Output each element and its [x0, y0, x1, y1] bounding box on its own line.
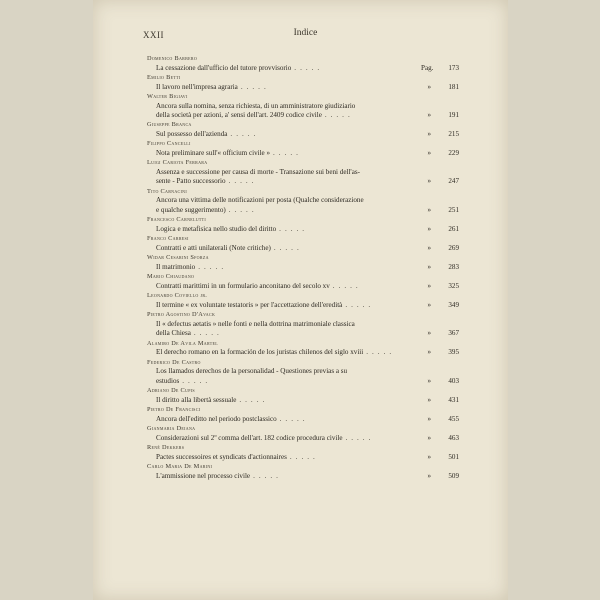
page-prefix: » [427, 224, 431, 233]
toc-page-ref [421, 111, 459, 120]
toc-page-ref [421, 206, 459, 215]
toc-entry [147, 405, 459, 424]
page-number: XXII [143, 30, 164, 40]
page-prefix: » [427, 149, 431, 157]
toc-title-text: sente - Patto successorio [156, 177, 226, 186]
toc-title-text: Il diritto alla libertà sessuale [156, 395, 237, 404]
toc-title-text: El derecho romano en la formación de los juristas chilenos del siglo xviii [156, 348, 364, 357]
toc-entry [147, 386, 459, 405]
toc-title-text: Ancora sulla nomina, senza richiesta, di un amministratore giudiziario [156, 101, 356, 110]
page-prefix: » [427, 414, 431, 423]
toc-title-line [147, 348, 459, 357]
toc-title-text: L'ammissione nel processo civile [156, 471, 251, 480]
toc-entry [147, 291, 459, 310]
toc-page-ref [421, 130, 459, 139]
toc-title-line [147, 244, 459, 253]
leader-dots: ..... [228, 177, 258, 186]
leader-dots: ..... [294, 63, 324, 72]
page-prefix: » [427, 130, 431, 138]
toc-title-line [147, 225, 459, 234]
toc-title-line [147, 64, 459, 73]
page-prefix: » [427, 395, 431, 404]
toc-entry [147, 310, 459, 338]
toc-page-ref [421, 453, 459, 462]
toc-entry [147, 358, 459, 386]
toc-entry [147, 272, 459, 291]
page-header [143, 30, 468, 44]
toc-title-text: Ancora dell'editto nel periodo postclassico [156, 414, 277, 423]
page-prefix: Pag. [421, 63, 434, 72]
toc-title-text: Nota preliminare sull'« officium civile » [156, 149, 271, 157]
toc-entry [147, 424, 459, 443]
toc-page-number: 403 [448, 376, 459, 385]
leader-dots: ..... [228, 205, 258, 214]
toc-page-ref [421, 472, 459, 481]
toc-entry [147, 92, 459, 120]
toc-author: Pietro De Francisci [147, 406, 201, 414]
toc-title-line [147, 453, 459, 462]
toc-title-text: Il matrimonio [156, 262, 196, 271]
toc-title-text: Sul possesso dell'azienda [156, 130, 228, 138]
leader-dots: ..... [182, 376, 212, 385]
leader-dots: ..... [345, 433, 375, 442]
toc-title-line [147, 320, 459, 329]
toc-page-number: 191 [448, 111, 459, 119]
toc-entry [147, 187, 459, 215]
toc-author: Federico De Castro [147, 358, 201, 366]
toc-title-text: Assenza e successione per causa di morte - Transazione sui beni dell'as- [156, 168, 360, 176]
page-prefix: » [427, 471, 431, 480]
page-prefix: » [427, 452, 431, 461]
toc-title-text: e qualche suggerimento) [156, 205, 226, 214]
toc-page-number: 261 [448, 224, 459, 233]
toc-author: Francesco Carnelutti [147, 216, 207, 224]
toc-page-number: 215 [448, 130, 459, 138]
page-prefix: » [427, 281, 431, 290]
leader-dots: ..... [193, 329, 223, 338]
toc-author: Widar Cesarini Sforza [147, 254, 209, 262]
toc-author: Emilio Betti [147, 74, 181, 81]
toc-title-line [147, 415, 459, 424]
toc-title-line [147, 83, 459, 92]
toc-page-number: 367 [448, 329, 459, 338]
toc-page-ref [421, 348, 459, 357]
toc-title-text: La cessazione dall'ufficio del tutore provvisorio [156, 63, 292, 72]
leader-dots: ..... [279, 224, 309, 233]
toc-entry [147, 253, 459, 272]
toc-page-number: 431 [448, 395, 459, 404]
toc-page-number: 173 [448, 63, 459, 72]
toc-page-ref [421, 225, 459, 234]
toc-page-number: 283 [448, 262, 459, 271]
toc-author: Domenico Barbero [147, 55, 198, 62]
leader-dots: ..... [279, 414, 309, 423]
leader-dots: ..... [324, 111, 354, 119]
toc-author: Adriano De Cupis [147, 387, 195, 395]
page-prefix: » [427, 262, 431, 271]
toc-author: Luigi Cariota Ferrara [147, 159, 208, 167]
toc-page-number: 455 [448, 414, 459, 423]
toc-title-text: della società per azioni, a' sensi dell'art. 2409 codice civile [156, 111, 322, 119]
toc-page-ref [421, 177, 459, 186]
toc-page-ref [421, 377, 459, 386]
toc-page-ref [421, 64, 459, 73]
page-prefix: » [427, 433, 431, 442]
book-page [93, 0, 508, 600]
leader-dots: ..... [332, 281, 362, 290]
toc-entry [147, 120, 459, 139]
toc-title-line [147, 206, 459, 215]
toc-author: Pietro Agostino D'Avack [147, 311, 216, 319]
toc-author: Filippo Cancelli [147, 140, 191, 148]
toc-author: Leonardo Coviello jr. [147, 292, 208, 300]
toc-entry [147, 54, 459, 73]
toc-page-ref [421, 149, 459, 158]
toc-page-ref [421, 415, 459, 424]
page-prefix: » [427, 329, 431, 338]
toc-page-number: 509 [448, 471, 459, 480]
toc-entries [147, 54, 459, 481]
toc-title-text: Los llamados derechos de la personalidad - Questiones previas a su [156, 367, 348, 376]
toc-page-number: 251 [448, 205, 459, 214]
toc-entry [147, 234, 459, 253]
toc-title-line [147, 130, 459, 139]
toc-entry [147, 158, 459, 186]
toc-title-line [147, 472, 459, 481]
toc-author: Giuseppe Branca [147, 121, 192, 129]
leader-dots: ..... [240, 82, 270, 91]
page-prefix: » [427, 348, 431, 357]
page-prefix: » [427, 177, 431, 186]
page-prefix: » [427, 300, 431, 309]
page-prefix: » [427, 82, 431, 91]
toc-author: Franco Carresi [147, 235, 189, 243]
toc-entry [147, 73, 459, 92]
toc-title-line [147, 329, 459, 338]
page-prefix: » [427, 111, 431, 119]
toc-page-ref [421, 83, 459, 92]
toc-author: René Dekkers [147, 444, 185, 452]
toc-author: Carlo Maria De Marini [147, 463, 213, 471]
toc-author: Mario Chiaudano [147, 273, 195, 281]
toc-author: Gianmaria Deiana [147, 425, 196, 433]
toc-entry [147, 339, 459, 358]
toc-page-number: 395 [448, 348, 459, 357]
toc-title-line [147, 111, 459, 120]
toc-page-number: 463 [448, 433, 459, 442]
toc-page-ref [421, 329, 459, 338]
leader-dots: ..... [345, 300, 375, 309]
leader-dots: ..... [366, 348, 396, 357]
toc-author: Walter Bigiavi [147, 93, 188, 100]
toc-page-number: 229 [448, 149, 459, 157]
toc-entry [147, 443, 459, 462]
toc-title-line [147, 149, 459, 158]
toc-title-text: Contratti e atti unilaterali (Note critiche) [156, 243, 271, 252]
toc-page-number: 269 [448, 243, 459, 252]
toc-page-number: 349 [448, 300, 459, 309]
toc-title-text: Considerazioni sul 2º comma dell'art. 182 codice procedura civile [156, 433, 343, 442]
page-prefix: » [427, 376, 431, 385]
page-prefix: » [427, 243, 431, 252]
toc-entry [147, 462, 459, 481]
toc-title-line [147, 282, 459, 291]
running-title: Indice [293, 28, 318, 38]
toc-page-ref [421, 263, 459, 272]
toc-title-line [147, 177, 459, 186]
toc-page-number: 181 [448, 82, 459, 91]
toc-title-line [147, 434, 459, 443]
toc-author: Tito Carnacini [147, 187, 187, 195]
leader-dots: ..... [230, 130, 260, 138]
leader-dots: ..... [198, 262, 228, 271]
leader-dots: ..... [239, 395, 269, 404]
toc-title-text: Il termine « ex voluntate testatoris » per l'accettazione dell'eredità [156, 300, 343, 309]
toc-title-text: estudios [156, 376, 180, 385]
toc-title-line [147, 367, 459, 376]
leader-dots: ..... [289, 452, 319, 461]
toc-title-line [147, 263, 459, 272]
toc-page-number: 325 [448, 281, 459, 290]
toc-page-ref [421, 282, 459, 291]
toc-title-line [147, 396, 459, 405]
toc-title-text: Pactes successoires et syndicats d'actionnaires [156, 452, 287, 461]
toc-title-line [147, 377, 459, 386]
toc-title-line [147, 168, 459, 177]
toc-page-ref [421, 396, 459, 405]
toc-title-text: Il lavoro nell'impresa agraria [156, 82, 238, 91]
toc-title-line [147, 102, 459, 111]
toc-title-text: Contratti marittimi in un formulario anconitano del secolo xv [156, 281, 330, 290]
toc-title-text: della Chiesa [156, 329, 191, 338]
toc-title-text: Ancora una vittima delle notificazioni per posta (Qualche considerazione [156, 196, 364, 205]
toc-title-text: Il « defectus aetatis » nelle fonti e nella dottrina matrimoniale classica [156, 319, 355, 328]
toc-page-number: 247 [448, 177, 459, 186]
toc-page-number: 501 [448, 452, 459, 461]
toc-entry [147, 139, 459, 158]
toc-title-line [147, 196, 459, 205]
toc-entry [147, 215, 459, 234]
toc-title-text: Logica e metafisica nello studio del diritto [156, 224, 277, 233]
leader-dots: ..... [273, 243, 303, 252]
toc-page-ref [421, 434, 459, 443]
page-prefix: » [427, 205, 431, 214]
toc-author: Alamiro De Avila Martel [147, 339, 218, 347]
leader-dots: ..... [253, 471, 282, 480]
toc-page-ref [421, 301, 459, 310]
toc-title-line [147, 301, 459, 310]
toc-page-ref [421, 244, 459, 253]
leader-dots: ..... [273, 149, 302, 157]
